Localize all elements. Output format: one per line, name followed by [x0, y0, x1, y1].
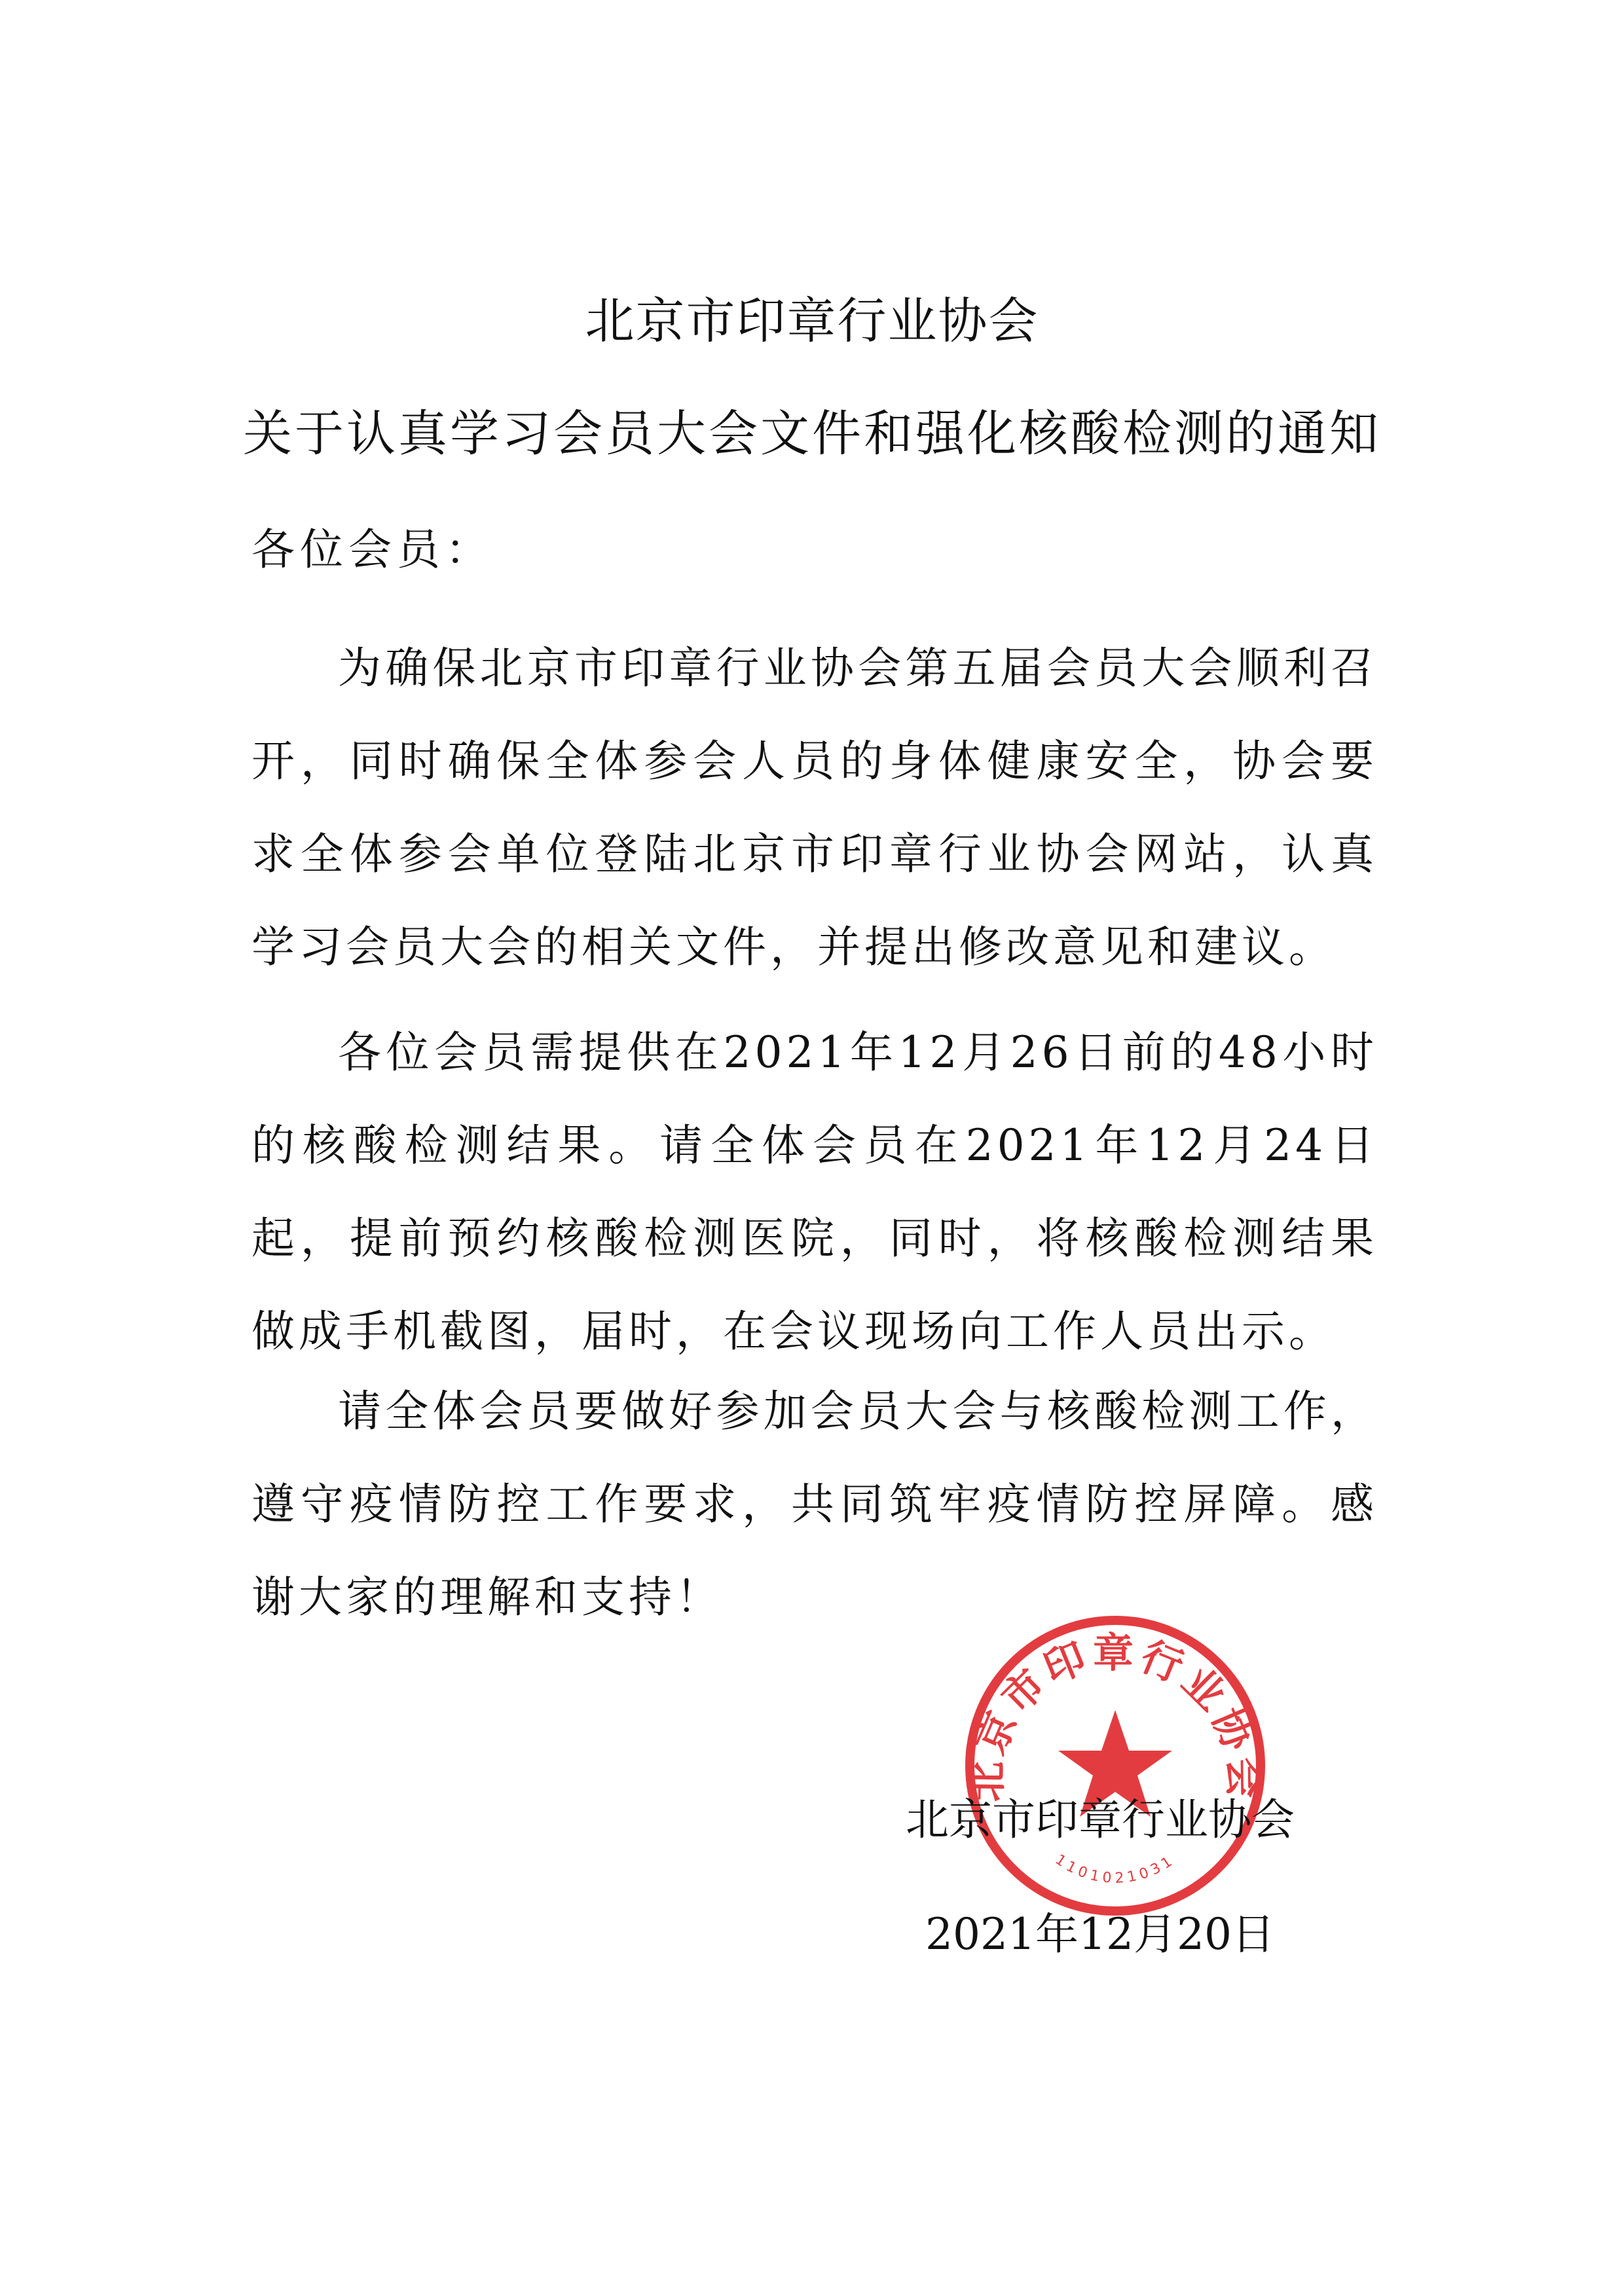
signature-date: 2021年12月20日 [925, 1909, 1275, 1959]
official-seal [961, 1612, 1269, 1920]
signature-organization: 北京市印章行业协会 [906, 1795, 1295, 1845]
document-subtitle: 关于认真学习会员大会文件和强化核酸检测的通知 [242, 405, 1381, 462]
salutation: 各位会员： [251, 524, 494, 575]
seal-code: 1101021031 [1052, 1851, 1179, 1887]
document-title: 北京市印章行业协会 [585, 292, 1039, 350]
paragraph-1: 为确保北京市印章行业协会第五届会员大会顺利召开，同时确保全体参会人员的身体健康安全，协会要求全体参会单位登陆北京市印章行业协会网站，认真学习会员大会的相关文件，并提出修改意见和建议。 [251, 643, 1378, 972]
svg-text:1101021031 [1052, 1851, 1179, 1887]
paragraph-2: 各位会员需提供在2021年12月26日前的48小时的核酸检测结果。请全体会员在2021年12月24日起，提前预约核酸检测医院，同时，将核酸检测结果做成手机截图，届时，在会议现场向工作人员出示。 [251, 1027, 1378, 1357]
seal-text: 北京市印章行业协会 [962, 1629, 1268, 1802]
paragraph-3: 请全体会员要做好参加会员大会与核酸检测工作，遵守疫情防控工作要求，共同筑牢疫情防控屏障。感谢大家的理解和支持！ [251, 1386, 1378, 1622]
